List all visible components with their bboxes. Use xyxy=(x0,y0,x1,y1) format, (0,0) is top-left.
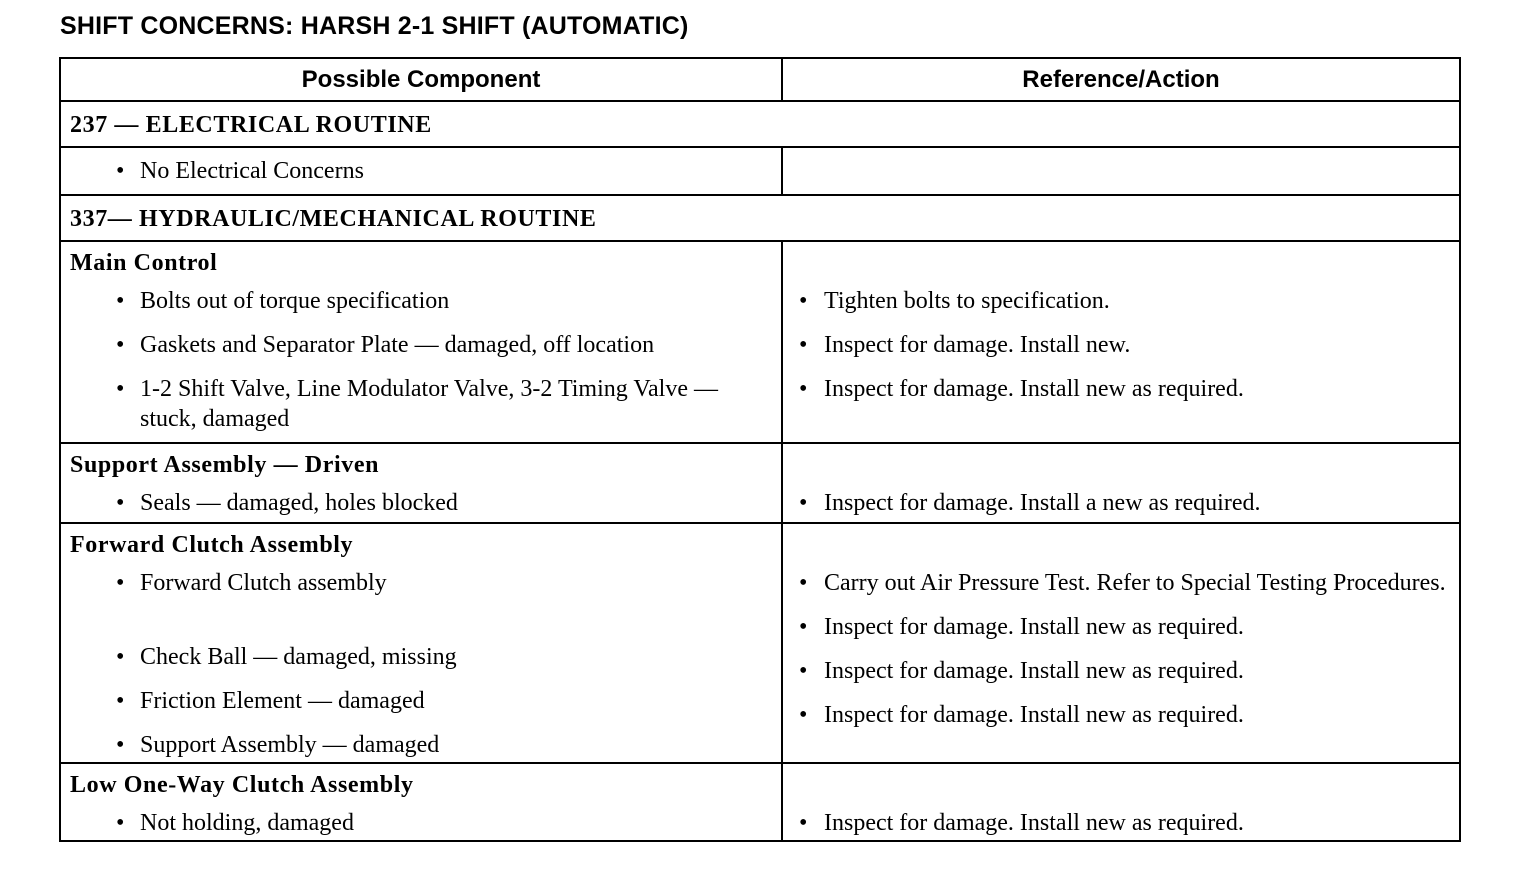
bullet-icon: • xyxy=(799,332,808,358)
component-text: Gaskets and Separator Plate — damaged, off location xyxy=(140,332,655,358)
list-item xyxy=(61,642,781,672)
section-row-hydraulic xyxy=(60,195,1460,241)
action-cell xyxy=(782,523,1460,763)
bullet-icon: • xyxy=(116,688,125,714)
bullet-icon: • xyxy=(116,332,125,358)
shift-concerns-table xyxy=(59,57,1461,842)
group-row-low-one-way-clutch xyxy=(60,763,1460,841)
component-text: Not holding, damaged xyxy=(140,810,354,836)
bullet-icon: • xyxy=(799,658,808,684)
list-item xyxy=(783,488,1459,518)
component-text: Check Ball — damaged, missing xyxy=(140,644,457,670)
bullet-icon: • xyxy=(116,570,125,596)
list-item xyxy=(61,568,781,628)
group-row-main-control xyxy=(60,241,1460,443)
action-cell xyxy=(782,763,1460,841)
group-row-support-assembly xyxy=(60,443,1460,523)
bullet-icon: • xyxy=(799,490,808,516)
table-row xyxy=(60,147,1460,195)
bullet-icon: • xyxy=(799,288,808,314)
bullet-icon: • xyxy=(116,490,125,516)
group-title-main-control: Main Control xyxy=(70,250,218,276)
list-item xyxy=(61,730,781,760)
action-cell xyxy=(782,241,1460,443)
action-cell xyxy=(782,147,1460,195)
action-text: Inspect for damage. Install new as required. xyxy=(824,810,1244,836)
column-header-reference-action: Reference/Action xyxy=(782,58,1460,101)
list-item xyxy=(783,374,1459,404)
bullet-icon: • xyxy=(116,158,125,184)
list-item xyxy=(783,568,1459,598)
list-item xyxy=(61,330,781,360)
action-text: Inspect for damage. Install new as required. xyxy=(824,702,1244,728)
action-text: Carry out Air Pressure Test. Refer to Special Testing Procedures. xyxy=(824,570,1446,596)
table-header-row xyxy=(60,58,1460,101)
list-item xyxy=(783,330,1459,360)
component-text: Forward Clutch assembly xyxy=(140,570,387,596)
component-cell xyxy=(60,443,782,523)
list-item xyxy=(61,686,781,716)
group-title-low-one-way-clutch: Low One-Way Clutch Assembly xyxy=(70,772,414,798)
list-item xyxy=(61,374,781,434)
page-title: SHIFT CONCERNS: HARSH 2-1 SHIFT (AUTOMATIC) xyxy=(60,12,689,40)
list-item xyxy=(783,286,1459,316)
bullet-icon: • xyxy=(116,376,125,402)
bullet-icon: • xyxy=(799,702,808,728)
component-text: Friction Element — damaged xyxy=(140,688,425,714)
bullet-icon: • xyxy=(116,810,125,836)
bullet-icon: • xyxy=(799,376,808,402)
component-cell xyxy=(60,241,782,443)
component-cell xyxy=(60,523,782,763)
action-cell xyxy=(782,443,1460,523)
action-text: Inspect for damage. Install new. xyxy=(824,332,1131,358)
action-text: Inspect for damage. Install new as required. xyxy=(824,376,1244,402)
list-item xyxy=(783,612,1459,642)
list-item xyxy=(783,700,1459,730)
bullet-icon: • xyxy=(799,614,808,640)
group-row-forward-clutch xyxy=(60,523,1460,763)
list-item xyxy=(61,488,781,518)
list-item xyxy=(783,808,1459,838)
component-text: Support Assembly — damaged xyxy=(140,732,440,758)
component-cell xyxy=(60,147,782,195)
action-text: Inspect for damage. Install new as required. xyxy=(824,614,1244,640)
component-text: No Electrical Concerns xyxy=(140,158,364,184)
bullet-icon: • xyxy=(116,732,125,758)
action-text: Inspect for damage. Install new as required. xyxy=(824,658,1244,684)
list-item xyxy=(783,656,1459,686)
section-title-hydraulic: 337— HYDRAULIC/MECHANICAL ROUTINE xyxy=(60,195,1460,241)
component-cell xyxy=(60,763,782,841)
section-row-electrical xyxy=(60,101,1460,147)
action-text: Tighten bolts to specification. xyxy=(824,288,1110,314)
bullet-icon: • xyxy=(116,644,125,670)
section-title-electrical: 237 — ELECTRICAL ROUTINE xyxy=(60,101,1460,147)
component-text: Bolts out of torque specification xyxy=(140,288,450,314)
column-header-possible-component: Possible Component xyxy=(60,58,782,101)
list-item xyxy=(61,808,781,838)
list-item xyxy=(61,286,781,316)
bullet-icon: • xyxy=(799,570,808,596)
bullet-icon: • xyxy=(799,810,808,836)
list-item xyxy=(61,156,781,186)
component-text: 1-2 Shift Valve, Line Modulator Valve, 3-2 Timing Valve — stuck, damaged xyxy=(140,376,718,432)
action-text: Inspect for damage. Install a new as required. xyxy=(824,490,1261,516)
component-text: Seals — damaged, holes blocked xyxy=(140,490,458,516)
group-title-forward-clutch: Forward Clutch Assembly xyxy=(70,532,354,558)
group-title-support-assembly: Support Assembly — Driven xyxy=(70,452,380,478)
bullet-icon: • xyxy=(116,288,125,314)
